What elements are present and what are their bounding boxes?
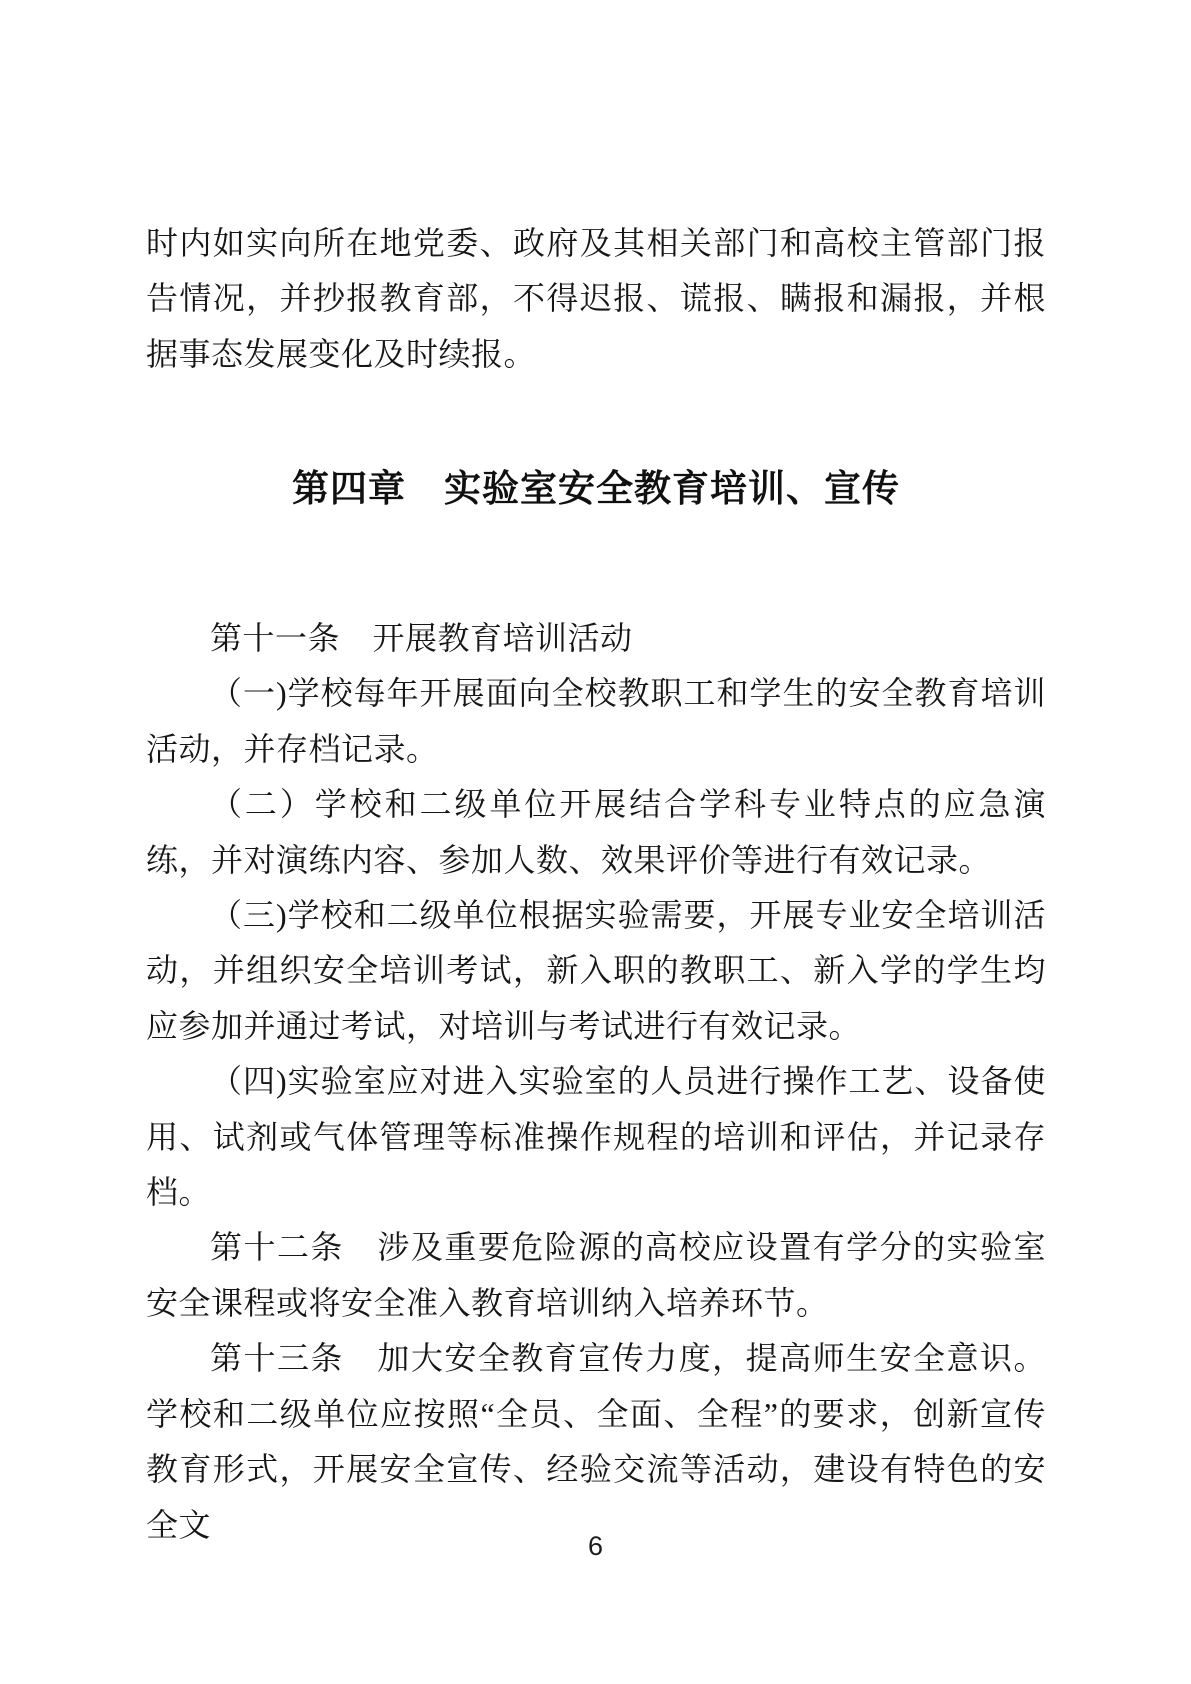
article-paragraph: （三)学校和二级单位根据实验需要，开展专业安全培训活动，并组织安全培训考试，新入职的教职工、新入学的学生均应参加并通过考试，对培训与考试进行有效记录。 [146,897,1046,1044]
paragraph-text: 时内如实向所在地党委、政府及其相关部门和高校主管部门报告情况，并抄报教育部，不得迟报、谎报、瞒报和漏报，并根据事态发展变化及时续报。 [146,225,1046,372]
article-paragraph: 第十一条 开展教育培训活动 [210,620,633,656]
chapter-heading: 第四章 实验室安全教育培训、宣传 [292,468,900,509]
article-paragraph: （四)实验室应对进入实验室的人员进行操作工艺、设备使用、试剂或气体管理等标准操作规程的培训和评估，并记录存档。 [146,1063,1046,1211]
continuation-paragraph [146,216,1046,382]
article-paragraph: 第十二条 涉及重要危险源的高校应设置有学分的实验室安全课程或将安全准入教育培训纳入培养环节。 [146,1229,1046,1321]
page-number: 6 [587,1531,604,1561]
article-paragraphs [146,611,1046,1553]
article-paragraph: （一)学校每年开展面向全校教职工和学生的安全教育培训活动，并存档记录。 [146,675,1046,767]
article-paragraph: 第十三条 加大安全教育宣传力度，提高师生安全意识。学校和二级单位应按照“全员、全面、全程”的要求，创新宣传教育形式，开展安全宣传、经验交流等活动，建设有特色的安全文 [146,1340,1046,1543]
article-paragraph: （二）学校和二级单位开展结合学科专业特点的应急演练，并对演练内容、参加人数、效果评价等进行有效记录。 [146,786,1046,878]
